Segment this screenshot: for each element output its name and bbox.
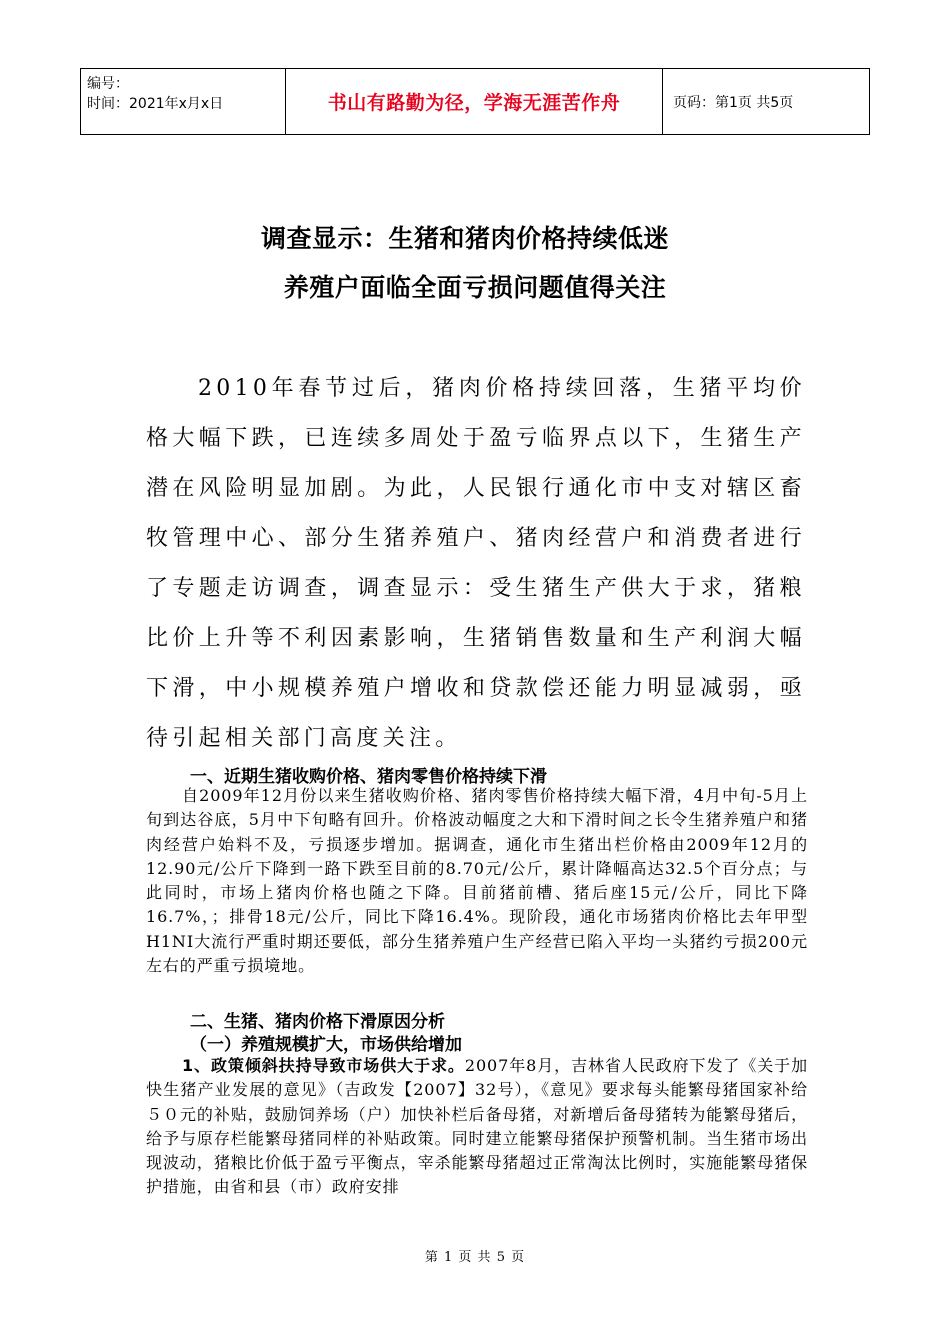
section1-heading: 一、近期生猪收购价格、猪肉零售价格持续下滑	[190, 767, 547, 787]
section1-body: 自2009年12月份以来生猪收购价格、猪肉零售价格持续大幅下滑，4月中旬-5月上旬到达谷底，5月中下旬略有回升。价格波动幅度之大和下滑时间之长令生猪养殖户和猪肉经营户始料不及，亏损逐步增加。据调查，通化市生猪出栏价格由2009年12月的12.90元/公斤下降到一路下跌至目前的8.70元/公斤，累计降幅高达32.5个百分点；与此同时，市场上猪肉价格也随之下降。目前猪前槽、猪后座15元/公斤，同比下降16.7%，；排骨18元/公斤，同比下降16.4%。现阶段，通化市场猪肉价格比去年甲型H1NI大流行严重时期还要低，部分生猪养殖户生产经营已陷入平均一头猪约亏损200元左右的严重亏损境地。	[146, 786, 808, 976]
section2-sub1-heading: （一）养殖规模扩大，市场供给增加	[190, 1035, 462, 1055]
page-header	[80, 68, 870, 135]
paragraph1-lead: 1、政策倾斜扶持导致市场供大于求。	[182, 1056, 465, 1075]
document-title-line1: 调查显示：生猪和猪肉价格持续低迷	[260, 224, 669, 253]
section2-paragraph1	[146, 1054, 808, 1200]
number-label: 编号：	[87, 76, 129, 92]
document-title-line2: 养殖户面临全面亏损问题值得关注	[283, 273, 667, 302]
time-label: 时间：2021年x月x日	[87, 96, 224, 112]
page-footer: 第 1 页 共 5 页	[424, 1250, 526, 1265]
paragraph1-body: 2007年8月，吉林省人民政府下发了《关于加快生猪产业发展的意见》（吉政发【2007】32号），《意见》要求每头能繁母猪国家补给５０元的补贴，鼓励饲养场（户）加快补栏后备母猪，对新增后备母猪转为能繁母猪后，给予与原存栏能繁母猪同样的补贴政策。同时建立能繁母猪保护预警机制。当生猪市场出现波动，猪粮比价低于盈亏平衡点，宰杀能繁母猪超过正常淘汰比例时，实施能繁母猪保护措施，由省和县（市）政府安排	[146, 1056, 809, 1197]
section2-heading: 二、生猪、猪肉价格下滑原因分析	[190, 1012, 445, 1032]
header-motto: 书山有路勤为径，学海无涯苦作舟	[286, 69, 663, 135]
intro-paragraph: 2010年春节过后，猪肉价格持续回落，生猪平均价格大幅下跌，已连续多周处于盈亏临界点以下，生猪生产潜在风险明显加剧。为此，人民银行通化市中支对辖区畜牧管理中心、部分生猪养殖户、猪肉经营户和消费者进行了专题走访调查，调查显示：受生猪生产供大于求，猪粮比价上升等不利因素影响，生猪销售数量和生产利润大幅下滑，中小规模养殖户增收和贷款偿还能力明显减弱，亟待引起相关部门高度关注。	[146, 376, 806, 751]
header-page-info: 页码：第1页 共5页	[663, 69, 870, 135]
header-meta	[81, 69, 286, 135]
